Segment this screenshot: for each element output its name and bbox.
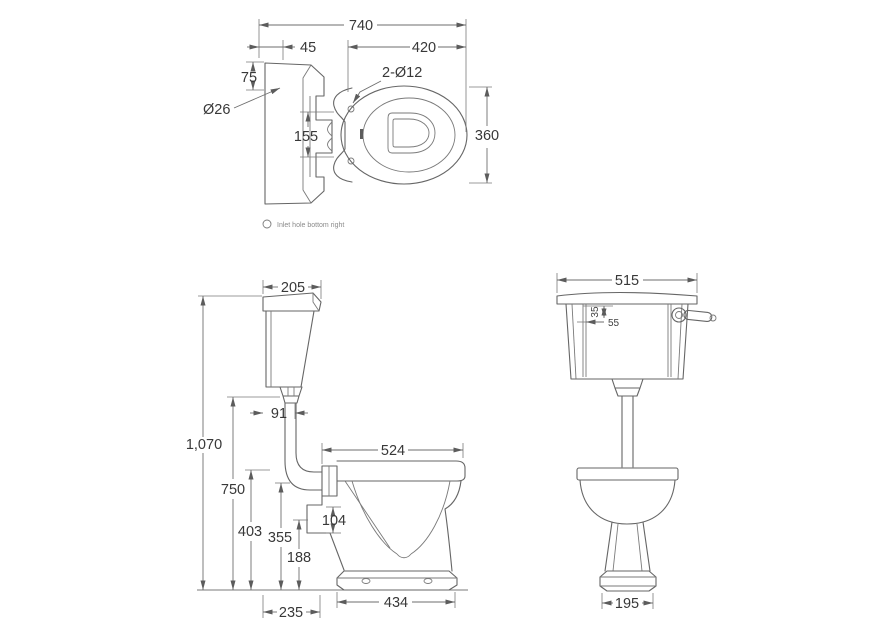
trap-bottom xyxy=(397,554,411,558)
cistern-body-side xyxy=(266,311,314,387)
seat-outer-ring xyxy=(341,86,467,184)
leader-line xyxy=(353,81,381,103)
inlet-icon xyxy=(263,220,271,228)
bowl-opening-inner xyxy=(393,119,429,147)
dim-104 xyxy=(322,507,346,533)
dim-515 xyxy=(557,273,697,293)
dim-515-label: 515 xyxy=(614,273,640,289)
trap-diagonal xyxy=(345,481,390,548)
plan-view xyxy=(203,18,499,229)
dim-55-label: 55 xyxy=(608,318,620,329)
fixing-hole-right xyxy=(424,579,432,584)
flush-connector-plan xyxy=(328,122,333,151)
dim-75 xyxy=(241,62,264,90)
fixing-hole-left xyxy=(362,579,370,584)
dim-355-label: 355 xyxy=(267,530,293,546)
bowl-plan xyxy=(334,86,467,184)
pedestal-right-facet xyxy=(637,524,642,571)
dim-750-label: 750 xyxy=(220,482,246,498)
seat-inner-ring xyxy=(363,98,455,172)
body-wall-right-inner xyxy=(678,304,682,379)
dia26-label: Ø26 xyxy=(203,102,231,118)
inlet-note xyxy=(263,220,344,229)
dim-45-label: 45 xyxy=(300,40,317,56)
trap-inner-front xyxy=(411,481,450,554)
pipe-socket xyxy=(322,466,337,496)
dim-91-label: 91 xyxy=(270,406,288,422)
pan-front xyxy=(577,468,678,591)
dim-188-label: 188 xyxy=(286,550,312,566)
leader-line xyxy=(234,88,280,108)
dim-1070-label: 1,070 xyxy=(185,437,223,453)
trap-inner-back xyxy=(352,481,397,554)
dim-104-label: 104 xyxy=(321,513,347,529)
dim-35-label: 35 xyxy=(590,306,601,318)
dim-235 xyxy=(263,595,320,621)
pedestal-left-outer xyxy=(605,522,612,571)
cistern-lid-front xyxy=(557,293,697,305)
dim-45 xyxy=(247,40,316,60)
flush-pipe-outer xyxy=(285,403,322,490)
holes-label: 2-Ø12 xyxy=(382,65,423,81)
cistern-side xyxy=(263,293,321,403)
dim-403-label: 403 xyxy=(237,524,263,540)
flush-pipe-side xyxy=(285,403,337,496)
dim-750 xyxy=(221,397,280,590)
pedestal-left-facet xyxy=(613,524,618,571)
dim-740-label: 740 xyxy=(348,18,374,34)
dim-355 xyxy=(268,483,292,590)
dim-434-label: 434 xyxy=(383,595,409,611)
lever-end-cap xyxy=(710,315,716,321)
dim-195 xyxy=(602,593,653,612)
dim-360 xyxy=(469,87,499,183)
outlet-fitting xyxy=(280,387,302,403)
brand-mark xyxy=(360,129,363,139)
dim-740 xyxy=(259,18,466,132)
callout-dia26 xyxy=(203,88,280,118)
flush-lever xyxy=(672,308,716,322)
bowl-front xyxy=(580,480,675,524)
dim-75-label: 75 xyxy=(240,70,258,86)
side-elevation-view xyxy=(186,280,468,621)
cistern-front xyxy=(557,293,716,468)
dim-155-label: 155 xyxy=(293,129,319,145)
front-elevation-view xyxy=(557,273,716,612)
pan-rim-front xyxy=(577,468,678,480)
dim-155 xyxy=(294,112,334,157)
pedestal-base xyxy=(600,571,656,591)
dim-235-label: 235 xyxy=(278,605,304,621)
dim-524-label: 524 xyxy=(380,443,406,459)
body-wall-left-inner xyxy=(572,304,576,379)
pan-base-plinth xyxy=(337,571,457,590)
dim-360-label: 360 xyxy=(474,128,500,144)
pedestal-right-outer xyxy=(643,522,650,571)
inlet-note-text: Inlet hole bottom right xyxy=(277,222,345,229)
dim-434 xyxy=(337,592,455,611)
pan-rim-side xyxy=(337,461,465,481)
dim-205-label: 205 xyxy=(280,280,306,296)
dim-91 xyxy=(250,403,308,422)
cistern-body-front xyxy=(566,304,688,379)
outlet-fitting-front xyxy=(612,379,643,396)
dim-195-label: 195 xyxy=(614,596,640,612)
hinge-plate-outline xyxy=(334,88,352,182)
dim-420-label: 420 xyxy=(411,40,437,56)
